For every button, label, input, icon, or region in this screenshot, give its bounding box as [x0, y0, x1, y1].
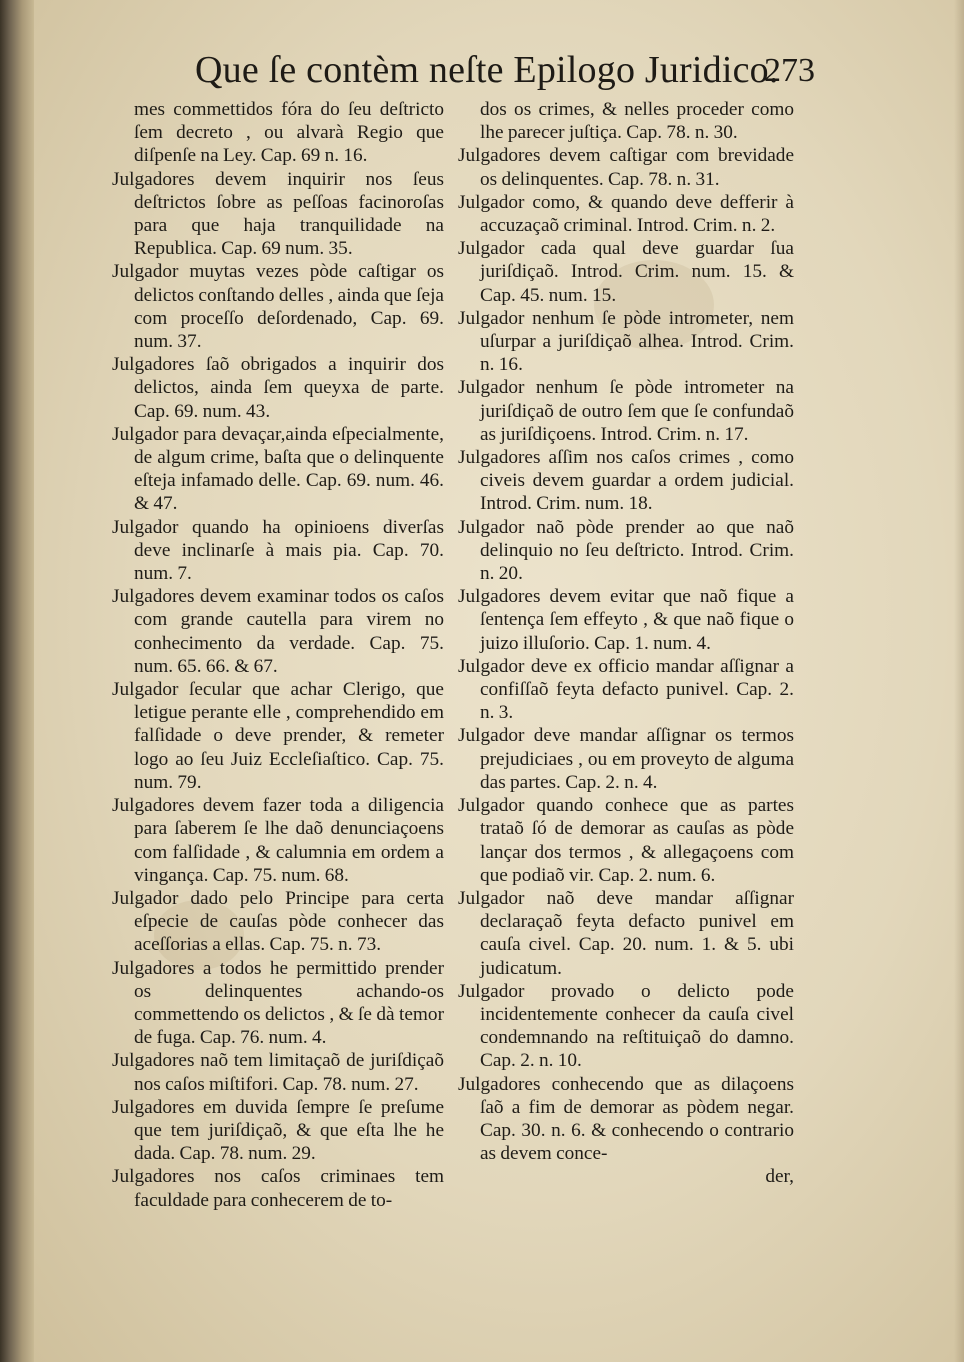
index-entry: Julgadores devem caſtigar com brevidade os delinquentes. Cap. 78. n. 31. [458, 145, 794, 190]
index-entry: Julgador muytas vezes pòde caſtigar os delictos conſtando delles , ainda que ſeja com proceſſo deſordenado, Cap. 69. num. 37. [112, 261, 444, 353]
page-number: 273 [764, 52, 815, 89]
index-entry: Julgadores devem examinar todos os caſos com grande cautella para virem no conhecimento da verdade. Cap. 75. num. 65. 66. & 67. [112, 586, 444, 677]
index-entry: Julgadores em duvida ſempre ſe preſume que tem juriſdiçaõ, & que eſta lhe he dada. Cap. 78. num. 29. [112, 1096, 444, 1165]
index-entry: Julgadores devem evitar que naõ fique a ſentença ſem effeyto , & que naõ fique o juizo illuſorio. Cap. 1. num. 4. [458, 586, 794, 654]
left-column [112, 98, 444, 1212]
index-entry: Julgador para devaçar,ainda eſpecialmente, de algum crime, baſta que o delinquente eſteja infamado delle. Cap. 69. num. 46. & 47. [112, 423, 444, 515]
index-entry: Julgador provado o delicto pode incidentemente conhecer da cauſa civel condemnando na reſtituiçaõ do damno. Cap. 2. n. 10. [458, 980, 794, 1072]
index-entry: Julgador como, & quando deve defferir à accuzaçaõ criminal. Introd. Crim. n. 2. [458, 191, 794, 237]
index-entry: Julgador naõ pòde prender ao que naõ delinquio no ſeu deſtricto. Introd. Crim. n. 20. [458, 516, 794, 585]
right-column [458, 98, 794, 1189]
index-entry: Julgador dado pelo Principe para certa eſpecie de cauſas pòde conhecer das aceſſorias a ellas. Cap. 75. n. 73. [112, 887, 444, 956]
index-entry: Julgador quando conhece que as partes trataõ ſó de demorar as cauſas as pòde lançar dos termos , & allegaçoens com que podiaõ vir. Cap. 2. num. 6. [458, 795, 794, 886]
page-edge-shadow [954, 0, 964, 1362]
index-entry: Julgador nenhum ſe pòde intrometer na juriſdiçaõ de outro ſem que ſe confundaõ as juriſdiçoens. Introd. Crim. n. 17. [458, 377, 794, 445]
index-entry: Julgador quando ha opinioens diverſas deve inclinarſe à mais pia. Cap. 70. num. 7. [112, 516, 444, 585]
index-entry: Julgador deve mandar aſſignar os termos prejudiciaes , ou em proveyto de alguma das partes. Cap. 2. n. 4. [458, 725, 794, 793]
index-entry: Julgadores ſaõ obrigados a inquirir dos delictos, ainda ſem queyxa de parte. Cap. 69. num. 43. [112, 354, 444, 422]
catchword: der, [765, 1166, 794, 1188]
index-entry: Julgadores devem fazer toda a diligencia para ſaberem ſe lhe daõ denunciaçoens com falſidade , & calumnia em ordem a vingança. Cap. 75. num. 68. [112, 795, 444, 886]
index-entry: Julgador cada qual deve guardar ſua juriſdiçaõ. Introd. Crim. num. 15. & Cap. 45. num. 15. [458, 238, 794, 306]
index-entry: Julgador nenhum ſe pòde intrometer, nem uſurpar a juriſdiçaõ alhea. Introd. Crim. n. 16. [458, 307, 794, 376]
index-entry: Julgadores conhecendo que as dilaçoens ſaõ a fim de demorar as pòdem negar. Cap. 30. n. 6. & conhecendo o contrario as devem conce- [458, 1073, 794, 1165]
index-entry: Julgadores devem inquirir nos ſeus deſtrictos ſobre as peſſoas facinoroſas para que haja tranquilidade na Republica. Cap. 69 num. 35. [112, 168, 444, 260]
index-entry: dos os crimes, & nelles proceder como lhe parecer juſtiça. Cap. 78. n. 30. [480, 99, 794, 144]
index-entry: Julgadores aſſim nos caſos crimes , como civeis devem guardar a ordem judicial. Introd. Crim. num. 18. [458, 447, 794, 515]
index-entry: Julgador deve ex officio mandar aſſignar a confiſſaõ feyta defacto punivel. Cap. 2. n. 3. [458, 655, 794, 724]
index-entry: Julgadores nos caſos criminaes tem faculdade para conhecerem de to- [112, 1166, 444, 1211]
index-entry: mes commettidos fóra do ſeu deſtricto ſem decreto , ou alvarà Regio que diſpenſe na Ley. Cap. 69 n. 16. [134, 99, 444, 167]
index-entry: Julgadores naõ tem limitaçaõ de juriſdiçaõ nos caſos miſtifori. Cap. 78. num. 27. [112, 1050, 444, 1095]
index-entry: Julgadores a todos he permittido prender os delinquentes achando-os commettendo os delictos , & ſe dà temor de fuga. Cap. 76. num. 4. [112, 957, 444, 1049]
running-header-title: Que ſe contèm neſte Epilogo Juridico. [195, 49, 779, 91]
running-header [195, 48, 815, 100]
index-entry: Julgador naõ deve mandar aſſignar declaraçaõ feyta defacto punivel em cauſa civel. Cap. 20. num. 1. & 5. ubi judicatum. [458, 887, 794, 979]
index-entry: Julgador ſecular que achar Clerigo, que letigue perante elle , comprehendido em falſidade o deve prender, & remeter logo ao ſeu Juiz Eccleſiaſtico. Cap. 75. num. 79. [112, 679, 444, 793]
book-spine [0, 0, 34, 1362]
